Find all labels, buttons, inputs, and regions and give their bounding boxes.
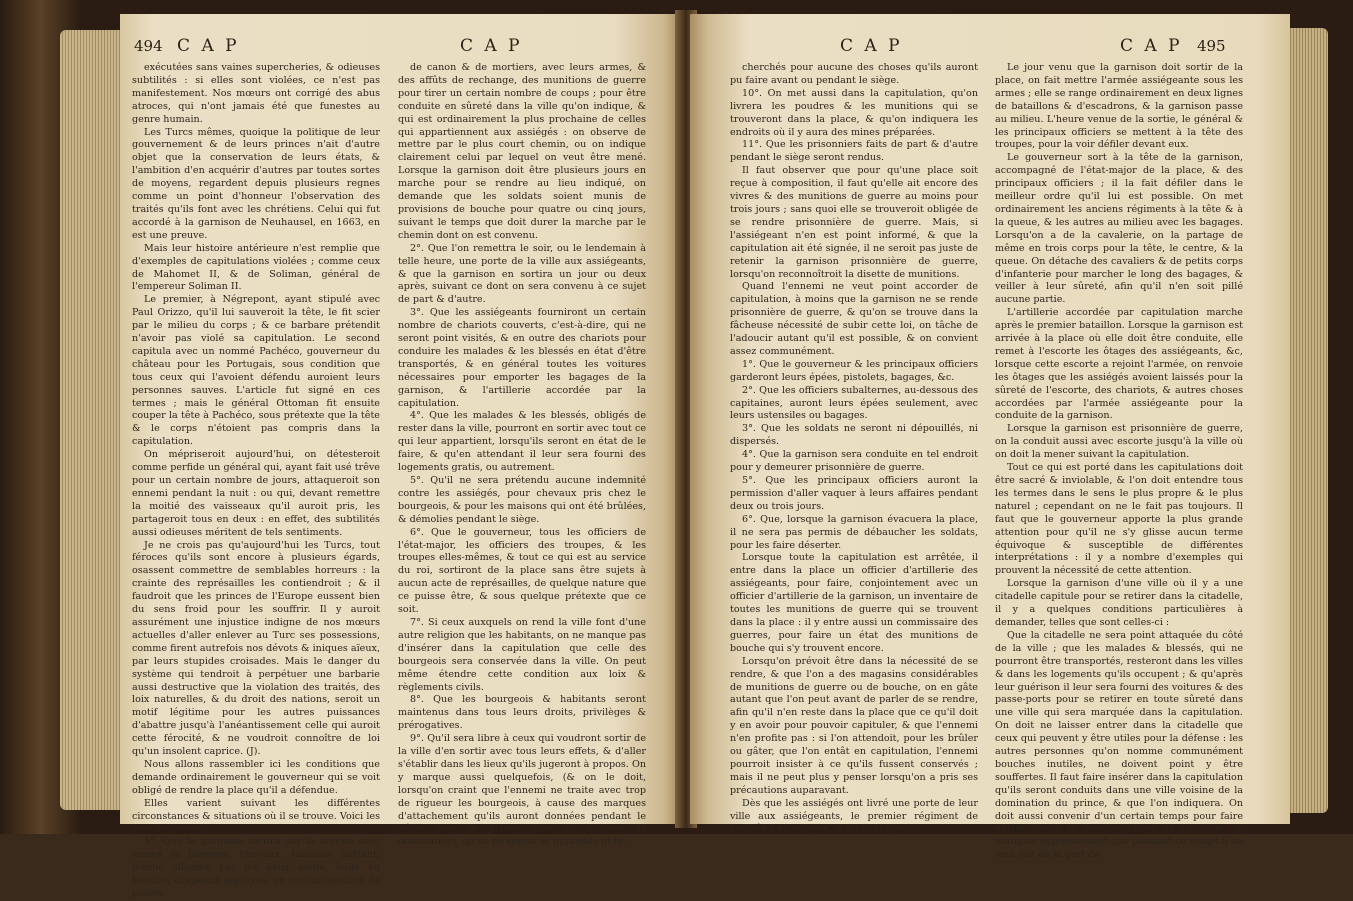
paragraph: Le jour venu que la garnison doit sortir de la place, on fait mettre l'armée assiégeante sous les armes ; elle se range ordinairement en deux lignes de bataillons & d'escadrons, & la garnison passe au milieu. L'heure venue de la sortie, le général & les principaux officiers se mettent à la tête des troupes, pour la voir défiler devant eux.	[995, 62, 1243, 151]
paragraph: On mépriseroit aujourd'hui, on détesteroit comme perfide un général qui, ayant fait usé trêve pour un certain nombre de jours, attaqueroit son ennemi pendant la nuit : ou qui, devant remettre la moitié des vaisseaux qu'il auroit pris, les partageroit tous en deux : en effet, des subtilités aussi odieuses méritent de tels sentiments.	[132, 449, 380, 538]
paragraph: 1°. Que la garnison sortira par la brèche avec armes & bagages, chevaux, tambour battant, mèche allumée par les deux bouts, balle en bouche, drapeaux déployés, un certain nombre de pièces	[132, 836, 380, 899]
right-running-head-2: C A P	[1120, 36, 1183, 56]
paragraph: Le gouverneur sort à la tête de la garnison, accompagné de l'état-major de la place, & des principaux officiers ; il la fait défiler dans le meilleur ordre qu'il lui est possible. On met ordinairement les anciens régiments à la tête & à la queue, & les autres au milieu avec les bagages. Lorsqu'on a de la cavalerie, on la partage de même en trois corps pour la tête, le centre, & la queue. On détache des cavaliers & de petits corps d'infanterie pour marcher le long des bagages, & veiller à leur sûreté, afin qu'il n'en soit pillé aucune partie.	[995, 152, 1243, 306]
paragraph: Les Turcs mêmes, quoique la politique de leur gouvernement & de leurs princes n'ait d'autre objet que la conservation de leurs états, & l'ambition d'en acquérir d'autres par toutes sortes de moyens, regardent depuis plusieurs regnes comme un point d'honneur l'observation des traités qu'ils font avec les chrétiens. Celui qui fut accordé à la garnison de Neuhausel, en 1663, en est une preuve.	[132, 126, 380, 241]
left-running-head-2: C A P	[460, 36, 523, 56]
left-running-head: C A P	[177, 36, 240, 56]
left-page	[120, 14, 680, 899]
paragraph: 3°. Que les soldats ne seront ni dépouillés, ni dispersés.	[730, 423, 978, 448]
right-page-header	[1120, 36, 1226, 58]
left-page-header	[134, 36, 240, 58]
paragraph: Que la citadelle ne sera point attaquée du côté de la ville ; que les malades & blessés, qui ne pourront être transportés, resteront dans les villes & dans les logements qu'ils occupent ; & qu'après leur guérison il leur sera fourni des voitures & des passe-ports pour se retirer en toute sûreté dans une ville qui sera marquée dans la capitulation. On doit ne laisser entrer dans la citadelle que ceux qui peuvent y être utiles pour la défense : les autres personnes qu'on nomme communément bouches inutiles, ne doivent point y être souffertes. Il faut faire insérer dans la capitulation qu'ils seront conduits dans une ville voisine de la domination du prince, & que l'on indiquera. On doit aussi convenir d'un certain temps pour faire entrer toute la garnison dans la citadelle, & marquer expressément que pendant ce temps il ne sera fait de la part de	[995, 629, 1243, 861]
left-page-number: 494	[134, 37, 163, 55]
right-page-number: 495	[1196, 37, 1226, 55]
paragraph: Elles varient suivant les différentes circonstances & situations où il se trouve. Voici les plus ordinaires.	[132, 797, 380, 835]
paragraph: Je ne crois pas qu'aujourd'hui les Turcs, tout féroces qu'ils sont encore à plusieurs égards, osassent commettre de semblables horreurs : la crainte des représailles les contiendroit ; & il faudroit que les princes de l'Europe eussent bien du sens froid pour les souffrir. Il y auroit assurément une injustice indigne de nos mœurs actuelles d'aller enlever au Turc ses possessions, comme firent autrefois nos dévots & iniques aïeux, par leurs stupides croisades. Mais le danger du système qui tendroit à perpétuer une barbarie aussi destructive que la violation des traités, des loix naturelles, & du droit des nations, seroit un motif légitime pour les autres puissances d'abattre jusqu'à l'anéantissement celle qui auroit cette férocité, & ne voudroit connoître de loi qu'un insolent caprice. (J).	[132, 539, 380, 758]
paragraph: 5°. Qu'il ne sera prétendu aucune indemnité contre les assiégés, pour chevaux pris chez le bourgeois, & pour les maisons qui ont été brûlées, & démolies pendant le siège.	[398, 475, 646, 525]
paragraph: exécutées sans vaines supercheries, & odieuses subtilités : si elles sont violées, ce n'est pas manifestement. Nos mœurs ont corrigé des abus atroces, qui n'ont jamais été que funestes au genre humain.	[132, 62, 380, 125]
paragraph: 4°. Que la garnison sera conduite en tel endroit pour y demeurer prisonnière de guerre.	[730, 449, 978, 474]
right-running-head: C A P	[840, 36, 903, 56]
paragraph: Le premier, à Négrepont, ayant stipulé avec Paul Orizzo, qu'il lui sauveroit la tête, le fit scier par le milieu du corps ; & ce barbare prétendit n'avoir pas violé sa capitulation. Le second capitula avec un nommé Pachéco, gouverneur du château pour les Portugais, sous condition que tous ceux qui l'avoient défendu auroient leurs personnes sauves. L'article fut signé en ces termes ; mais le général Ottoman fit ensuite couper la tête à Pachéco, sous prétexte que la tête & le corps n'étoient pas compris dans la capitulation.	[132, 294, 380, 448]
right-column-2	[995, 62, 1243, 862]
paragraph: 2°. Que les officiers subalternes, au-dessous des capitaines, auront leurs épées seulement, avec leurs ustensiles ou bagages.	[730, 384, 978, 422]
paragraph: cherchés pour aucune des choses qu'ils auront pu faire avant ou pendant le siège.	[730, 62, 978, 86]
paragraph: Il faut observer que pour qu'une place soit reçue à composition, il faut qu'elle ait encore des vivres & des munitions de guerre au moins pour trois jours ; sans quoi elle se trouveroit obligée de se rendre prisonnière de guerre. Mais, si l'assiégeant n'en est point informé, & que la capitulation ait été signée, il ne seroit pas juste de retenir la garnison prisonnière de guerre, lorsqu'on reconnoîtroit la disette de munitions.	[730, 165, 978, 280]
page-edges-right	[1288, 28, 1328, 813]
paragraph: Lorsque toute la capitulation est arrêtée, il entre dans la place un officier d'artillerie des assiégeants, pour faire, conjointement avec un officier d'artillerie de la garnison, un inventaire de toutes les munitions de guerre qui se trouvent dans la place : il y entre aussi un commissaire des guerres, pour faire un état des munitions de bouche qui s'y trouvent encore.	[730, 552, 978, 654]
paragraph: 5°. Que les principaux officiers auront la permission d'aller vaquer à leurs affaires pendant deux ou trois jours.	[730, 475, 978, 512]
paragraph: L'artillerie accordée par capitulation marche après le premier bataillon. Lorsque la garnison est arrivée à la place où elle doit être conduite, elle remet à l'escorte les ôtages des assiégeants, &c, lorsque cette escorte a rejoint l'armée, on renvoie les ôtages que les assiégés avoient laissés pour la sûreté de l'escorte, des chariots, & autres choses accordées par l'armée assiégeante pour la conduite de la garnison.	[995, 307, 1243, 422]
paragraph: 10°. On met aussi dans la capitulation, qu'on livrera les poudres & les munitions qui se trouveront dans la place, & qu'on indiquera les endroits où il y aura des mines préparées.	[730, 87, 978, 138]
left-column-1	[132, 62, 380, 901]
right-page	[690, 14, 1290, 861]
paragraph: 9°. Qu'il sera libre à ceux qui voudront sortir de la ville d'en sortir avec tous leurs effets, & d'aller s'établir dans les lieux qu'ils jugeront à propos. On y marque aussi quelquefois, (& on le doit, lorsqu'on craint que l'ennemi ne traite avec trop de rigueur les bourgeois, à cause des marques d'attachement qu'ils auront données pendant le siège pour le prince dont ils quittent la domination), qu'ils ne seront ni inquiétés ni re-	[398, 733, 646, 848]
paragraph: 2°. Que l'on remettra le soir, ou le lendemain à telle heure, une porte de la ville aux assiégeants, & que la garnison en sortira un jour ou deux après, suivant ce dont on sera convenu à ce sujet de part & d'autre.	[398, 242, 646, 306]
paragraph: 11°. Que les prisonniers faits de part & d'autre pendant le siège seront rendus.	[730, 139, 978, 164]
paragraph: 6°. Que, lorsque la garnison évacuera la place, il ne sera pas permis de débaucher les soldats, pour les faire déserter.	[730, 513, 978, 551]
paragraph: 1°. Que le gouverneur & les principaux officiers garderont leurs épées, pistolets, bagages, &c.	[730, 358, 978, 383]
paragraph: Dès que les assiégés ont livré une porte de leur ville aux assiégeants, le premier régiment de l'armée s'en empare, & y fait la garde.	[730, 797, 978, 835]
paragraph: Tout ce qui est porté dans les capitulations doit être sacré & inviolable, & l'on doit entendre tous les termes dans le sens le plus propre & le plus naturel ; cependant on ne le fait pas toujours. Il faut que le gouverneur apporte la plus grande attention pour qu'il ne s'y glisse aucun terme équivoque & susceptible de différentes interprétations : il y a nombre d'exemples qui prouvent la nécessité de cette attention.	[995, 462, 1243, 577]
paragraph: 7°. Si ceux auxquels on rend la ville font d'une autre religion que les habitants, on ne manque pas d'insérer dans la capitulation que celle des bourgeois sera conservée dans la ville. On peut même étendre cette condition aux loix & règlements civils.	[398, 616, 646, 693]
paragraph: Lorsqu'on prévoit être dans la nécessité de se rendre, & que l'on a des magasins considérables de munitions de guerre ou de bouche, on en gâte autant que l'on peut avant de parler de se rendre, afin qu'il n'en reste dans la place que ce qu'il doit y en avoir pour pouvoir capituler, & que l'ennemi n'en profite pas : si l'on attendoit, pour les brûler ou gâter, que l'on entât en capitulation, l'ennemi pourroit insister à ce qu'ils fussent conservés ; mais il ne peut plus y penser lorsqu'on a pris ses précautions auparavant.	[730, 655, 978, 796]
paragraph: 6°. Que le gouverneur, tous les officiers de l'état-major, les officiers des troupes, & les troupes elles-mêmes, & tout ce qui est au service du roi, sortiront de la place sans être sujets à aucun acte de représailles, de quelque nature que ce puisse être, & sous quelque prétexte que ce soit.	[398, 526, 646, 616]
paragraph: Quand l'ennemi ne veut point accorder de capitulation, à moins que la garnison ne se rende prisonnière de guerre, & qu'on se trouve dans la fâcheuse nécessité de subir cette loi, on tâche de l'adoucir autant qu'il est possible, & on convient assez communément.	[730, 281, 978, 357]
paragraph: 8°. Que les bourgeois & habitants seront maintenus dans tous leurs droits, privilèges & prérogatives.	[398, 694, 646, 732]
paragraph: de canon & de mortiers, avec leurs armes, & des affûts de rechange, des munitions de guerre pour tirer un certain nombre de coups ; pour être conduite en sûreté dans la ville qu'on indique, & qui est ordinairement la plus prochaine de celles qui appartiennent aux assiégés : on observe de mettre par le plus court chemin, ou on indique clairement celui par lequel on veut être mené. Lorsque la garnison doit être plusieurs jours en marche pour se rendre au lieu indiqué, on demande que les soldats soient munis de provisions de bouche pour quatre ou cinq jours, suivant le temps que doit durer la marche par le chemin dont on est convenu.	[398, 62, 646, 241]
paragraph: Lorsque la garnison d'une ville où il y a une citadelle capitule pour se retirer dans la citadelle, il y a quelques conditions particulières à demander, telles que sont celles-ci :	[995, 578, 1243, 628]
paragraph: Mais leur histoire antérieure n'est remplie que d'exemples de capitulations violées ; comme ceux de Mahomet II, & de Soliman, général de l'empereur Soliman II.	[132, 242, 380, 293]
paragraph: Lorsque la garnison est prisonnière de guerre, on la conduit aussi avec escorte jusqu'à la ville où on doit la mener suivant la capitulation.	[995, 423, 1243, 461]
page-edges-left	[60, 30, 122, 810]
right-column-1	[730, 62, 978, 836]
left-column-2	[398, 62, 646, 849]
paragraph: 4°. Que les malades & les blessés, obligés de rester dans la ville, pourront en sortir avec tout ce qui leur appartient, lorsqu'ils seront en état de le faire, & qu'en attendant il leur sera fourni des logements gratis, ou autrement.	[398, 410, 646, 474]
paragraph: Nous allons rassembler ici les conditions que demande ordinairement le gouverneur qui se voit obligé de rendre la place qu'il a défendue.	[132, 758, 380, 796]
paragraph: 3°. Que les assiégeants fourniront un certain nombre de chariots couverts, c'est-à-dire, qui ne seront point visités, & en outre des chariots pour conduire les malades & les blessés en état d'être transportés, & en général toutes les voitures nécessaires pour emporter les bagages de la garnison, & l'artillerie accordée par la capitulation.	[398, 307, 646, 409]
